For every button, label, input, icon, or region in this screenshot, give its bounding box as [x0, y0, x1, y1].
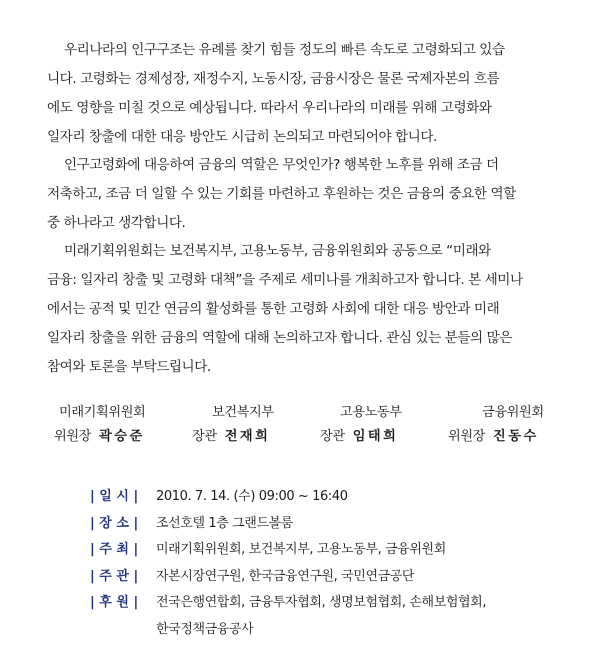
event-details: [90, 484, 570, 640]
detail-row-venue: [90, 511, 570, 538]
signatory-org: 보건복지부: [212, 405, 274, 420]
signatory-title: 위원장: [448, 429, 486, 444]
detail-value: 자본시장연구원, 한국금융연구원, 국민연금공단: [156, 568, 415, 584]
signatory: [54, 401, 145, 449]
signatory-name: 임태희: [352, 429, 399, 444]
signatory: [320, 401, 402, 449]
detail-row-host: [90, 537, 570, 564]
paragraph-line: 일자리 창출을 위한 금융의 역할에 대해 논의하고자 합니다. 관심 있는 분들의 많은: [47, 330, 512, 346]
detail-label: | 일 시 |: [90, 489, 139, 504]
seminar-paragraph: [47, 237, 555, 382]
detail-row-date: [90, 484, 570, 511]
signatory-org: 금융위원회: [482, 405, 544, 420]
detail-row-sponsor: [90, 590, 570, 640]
intro-paragraph: [47, 36, 555, 152]
signatory-line: [192, 425, 274, 449]
signatory-title: 장관: [192, 429, 217, 444]
paragraph-line: 일자리 창출에 대한 대응 방안도 시급히 논의되고 마련되어야 합니다.: [47, 129, 437, 145]
paragraph-line: 미래기획위원회는 보건복지부, 고용노동부, 금융위원회와 공동으로 “미래와: [64, 243, 491, 259]
detail-value: [156, 590, 486, 643]
detail-value-line: 전국은행연합회, 금융투자협회, 생명보험협회, 손해보험협회,: [156, 595, 487, 610]
signatory-name: 진동수: [493, 429, 539, 444]
signatory-line: [448, 425, 544, 449]
paragraph-line: 중 하나라고 생각합니다.: [47, 215, 186, 231]
paragraph-line: 니다. 고령화는 경제성장, 재정수지, 노동시장, 금융시장은 물론 국제자본의 흐름: [47, 71, 500, 87]
signatory-org: 미래기획위원회: [59, 405, 146, 420]
detail-row-organizer: [90, 564, 570, 591]
paragraph-line: 우리나라의 인구구조는 유례를 찾기 힘들 정도의 빠른 속도로 고령화되고 있습: [64, 42, 505, 58]
detail-value: 2010. 7. 14. (수) 09:00 ~ 16:40: [156, 489, 348, 504]
detail-label: | 장 소 |: [90, 515, 139, 531]
signatory-name: 곽승준: [99, 429, 145, 444]
paragraph-line: 금융: 일자리 창출 및 고령화 대책”을 주제로 세미나를 개최하고자 합니다. 본 세미나: [47, 272, 523, 288]
detail-value: 조선호텔 1층 그랜드볼룸: [156, 515, 293, 531]
detail-value-line: 한국정책금융공사: [156, 621, 254, 637]
paragraph-line: 참여와 토론을 부탁드립니다.: [47, 359, 211, 375]
paragraph-line: 인구고령화에 대응하여 금융의 역할은 무엇인가? 행복한 노후를 위해 조금 더: [64, 157, 499, 173]
signatory-line: [54, 425, 145, 449]
detail-label: | 주 관 |: [90, 568, 139, 584]
signatories: [0, 401, 602, 451]
detail-label: | 후 원 |: [90, 595, 139, 610]
paragraph-line: 에서는 공적 및 민간 연금의 활성화를 통한 고령화 사회에 대한 대응 방안과 미래: [47, 301, 500, 317]
paragraph-line: 에도 영향을 미칠 것으로 예상됩니다. 따라서 우리나라의 미래를 위해 고령화와: [47, 100, 492, 116]
signatory-line: [320, 425, 402, 449]
role-paragraph: [47, 151, 555, 238]
signatory-org: 고용노동부: [340, 405, 402, 420]
signatory-title: 위원장: [54, 429, 92, 444]
paragraph-line: 저축하고, 조금 더 일할 수 있는 기회를 마련하고 후원하는 것은 금융의 중요한 역할: [47, 186, 516, 202]
signatory-title: 장관: [320, 429, 345, 444]
signatory: [448, 401, 544, 449]
detail-value: 미래기획위원회, 보건복지부, 고용노동부, 금융위원회: [156, 542, 446, 557]
signatory: [192, 401, 274, 449]
signatory-name: 전재희: [224, 429, 271, 444]
detail-label: | 주 최 |: [90, 542, 139, 557]
